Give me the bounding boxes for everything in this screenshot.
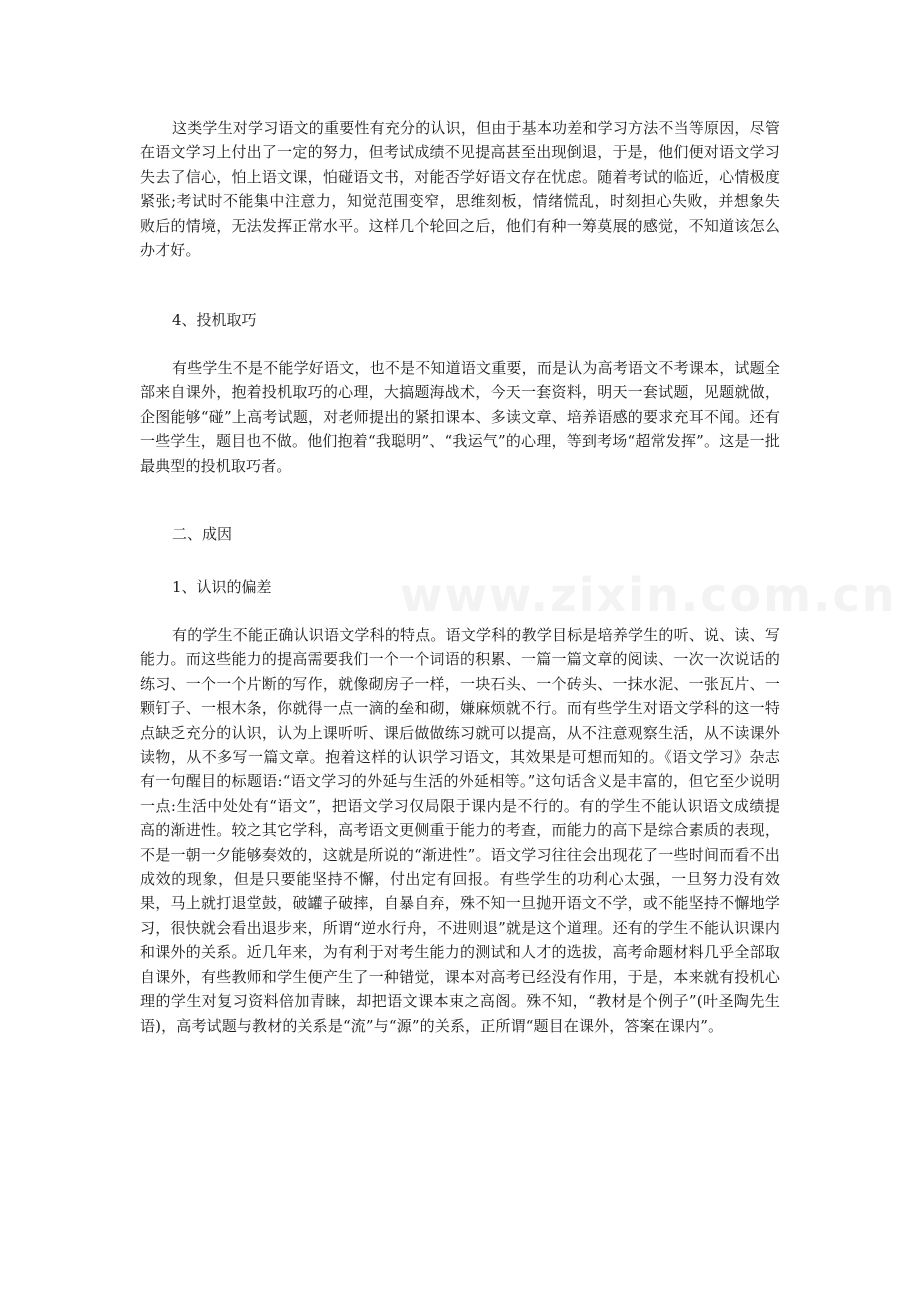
paragraph-opportunism: 有些学生不是不能学好语文，也不是不知道语文重要，而是认为高考语文不考课本，试题全部来自课外，抱着投机取巧的心理，大搞题海战术，今天一套资料，明天一套试题，见题就做，企图能够“碰”上高考试题，对老师提出的紧扣课本、多读文章、培养语感的要求充耳不闻。还有一些学生，题目也不做。他们抱着“我聪明”、“我运气”的心理，等到考场“超常发挥”。这是一批最典型的投机取巧者。 — [140, 359, 780, 475]
heading-opportunism: 4、投机取巧 — [172, 311, 257, 329]
paragraph-cognitive-bias: 有的学生不能正确认识语文学科的特点。语文学科的教学目标是培养学生的听、说、读、写能力。而这些能力的提高需要我们一个一个词语的积累、一篇一篇文章的阅读、一次一次说话的练习、一个一个片断的写作，就像砌房子一样，一块石头、一个砖头、一抹水泥、一张瓦片、一颗钉子、一根木条，你就得一点一滴的垒和砌，嫌麻烦就不行。而有些学生对语文学科的这一特点缺乏充分的认识，认为上课听听、课后做做练习就可以提高，从不注意观察生活，从不读课外读物，从不多写一篇文章。抱着这样的认识学习语文，其效果是可想而知的。《语文学习》杂志有一句醒目的标题语:“语文学习的外延与生活的外延相等。”这句话含义是丰富的，但它至少说明一点:生活中处处有“语文”，把语文学习仅局限于课内是不行的。有的学生不能认识语文成绩提高的渐进性。较之其它学科，高考语文更侧重于能力的考查，而能力的高下是综合素质的表现，不是一朝一夕能够奏效的，这就是所说的“渐进性”。语文学习往往会出现花了一些时间而看不出成效的现象，但是只要能坚持不懈，付出定有回报。有些学生的功利心太强，一旦努力没有效果，马上就打退堂鼓，破罐子破摔，自暴自弃，殊不知一旦抛开语文不学，或不能坚持不懈地学习，很快就会看出退步来，所谓“逆水行舟，不进则退”就是这个道理。还有的学生不能认识课内和课外的关系。近几年来，为有利于对考生能力的测试和人才的选拔，高考命题材料几乎全部取自课外，有些教师和学生便产生了一种错觉，课本对高考已经没有作用，于是，本来就有投机心理的学生对复习资料倍加青睐，却把语文课本束之高阁。殊不知，“教材是个例子”(叶圣陶先生语)，高考试题与教材的关系是“流”与“源”的关系，正所谓“题目在课外，答案在课内”。 — [140, 626, 780, 1035]
watermark: www.zixin.com.cn — [400, 568, 897, 622]
heading-cognitive-bias: 1、认识的偏差 — [172, 578, 272, 596]
heading-causes: 二、成因 — [172, 525, 233, 543]
paragraph-anxiety: 这类学生对学习语文的重要性有充分的认识，但由于基本功差和学习方法不当等原因，尽管在语文学习上付出了一定的努力，但考试成绩不见提高甚至出现倒退，于是，他们便对语文学习失去了信心，怕上语文课，怕碰语文书，对能否学好语文存在忧虑。随着考试的临近，心情极度紧张;考试时不能集中注意力，知觉范围变窄，思维刻板，情绪慌乱，时刻担心失败，并想象失败后的情境，无法发挥正常水平。这样几个轮回之后，他们有种一筹莫展的感觉，不知道该怎么办才好。 — [140, 119, 780, 260]
